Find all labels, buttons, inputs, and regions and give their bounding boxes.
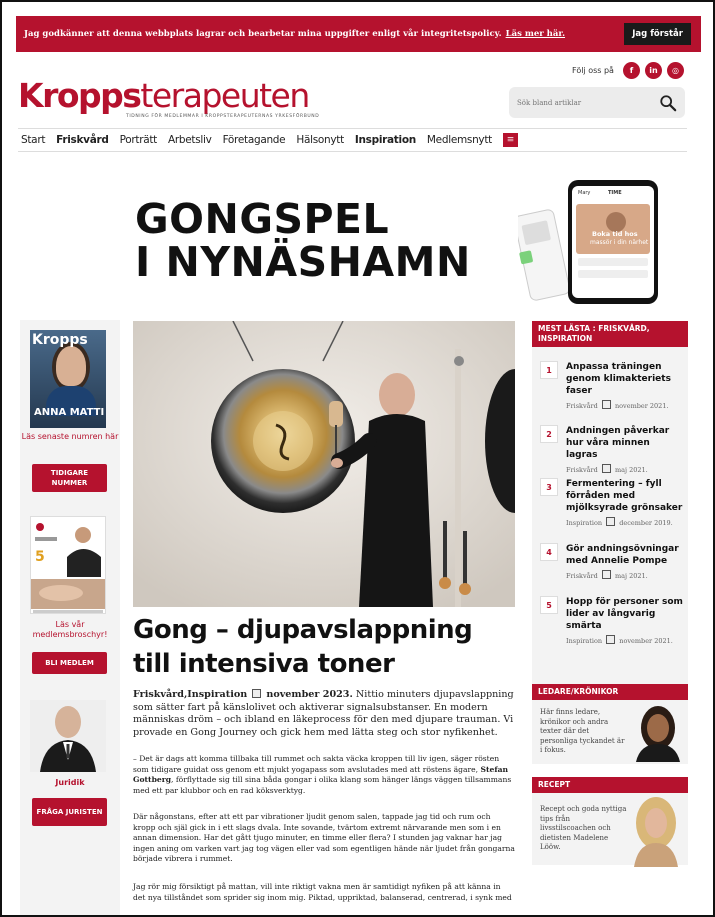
magazine-cover-name: ANNA MATTI [34, 407, 105, 418]
most-read-meta [566, 635, 684, 645]
svg-text:5: 5 [35, 549, 45, 565]
search-input[interactable] [517, 99, 647, 107]
article-paragraph-3: Jag rör mig försiktigt på mattan, vill inte riktigt vakna men är samtidigt nyfiken på att känna in det nya tillståndet som sprider sig inom mig. Piktad, uppriktad, balanserad, centrerad, i synk med [133, 882, 512, 902]
social-follow [572, 62, 684, 79]
most-read-title[interactable]: Anpassa träningen genom klimakteriets faser [566, 362, 671, 396]
jurist-caption: Juridik [55, 778, 85, 787]
calendar-icon [606, 517, 615, 526]
follow-label: Följ oss på [572, 66, 614, 75]
member-brochure-image[interactable] [30, 516, 106, 614]
become-member-button[interactable]: BLI MEDLEM [32, 652, 107, 674]
most-read-meta [566, 400, 684, 410]
ledare-body [532, 700, 688, 764]
linkedin-icon[interactable]: in [645, 62, 662, 79]
recept-heading: RECEPT [532, 777, 688, 793]
article-hero-image [133, 321, 515, 607]
rank-badge: 4 [540, 543, 558, 561]
magazine-cover-title: Kropps [32, 332, 88, 348]
magazine-cover[interactable] [30, 330, 106, 428]
recept-body [532, 793, 688, 865]
facebook-icon[interactable]: f [623, 62, 640, 79]
recept-text: Recept och goda nyttiga tips från livsstilscoachen och dietisten Madelene Lööw. [540, 805, 627, 851]
most-read-meta [566, 464, 684, 474]
most-read-list [532, 347, 688, 687]
most-read-item[interactable] [540, 478, 684, 527]
most-read-title[interactable]: Hopp för personer som lider av långvarig smärta [566, 597, 683, 631]
recept-portrait [628, 795, 684, 867]
rank-badge: 2 [540, 425, 558, 443]
jurist-illustration [30, 700, 106, 772]
calendar-icon [606, 635, 615, 644]
ad-card-text-1: Boka tid hos [592, 230, 638, 238]
calendar-icon [602, 400, 611, 409]
nav-halsonytt[interactable]: Hälsonytt [296, 134, 344, 146]
article-paragraph-1 [133, 754, 515, 796]
article-lead [133, 689, 523, 739]
nav-start[interactable]: Start [21, 134, 46, 146]
calendar-icon [602, 464, 611, 473]
search-box [509, 87, 685, 118]
jurist-photo[interactable] [30, 700, 106, 772]
most-read-item[interactable] [540, 361, 684, 410]
ad-card-text-2: massör i din närhet [590, 239, 649, 246]
brochure-illustration [31, 517, 106, 614]
nav-medlemsnytt[interactable]: Medlemsnytt [426, 134, 492, 146]
latest-issue-caption[interactable]: Läs senaste numren här [21, 432, 119, 441]
cookie-accept-button[interactable]: Jag förstår [624, 23, 691, 45]
nav-inspiration[interactable]: Inspiration [354, 134, 416, 146]
most-read-item[interactable] [540, 596, 684, 645]
ledare-box[interactable] [532, 684, 688, 764]
gong-photo-illustration [133, 321, 515, 607]
nav-foretagande[interactable]: Företagande [222, 134, 286, 146]
site-logo[interactable] [18, 76, 320, 120]
main-nav [18, 128, 687, 152]
most-read-meta [566, 517, 684, 527]
article-paragraph-2: Där någonstans, efter att ett par vibrationer ljudit genom salen, tappade jag tid och rum och kropp och själ gick in i ett slags dvala. Inte sovande, tvärtom extremt närvarande men som i en annan dimension. Har det gått tjugo minuter, en timme eller flera? I stunden jag vaknar har jag ingen aning om varken vart jag tog vägen eller vad som egentligen hände när ljudet från gongarna började vibrera i rummet. [133, 812, 515, 863]
rank-badge: 1 [540, 361, 558, 379]
rank-badge: 3 [540, 478, 558, 496]
person-name: Stefan Gottberg [133, 764, 509, 784]
recept-box[interactable] [532, 777, 688, 865]
cookie-banner [16, 16, 701, 52]
item-date: maj 2021. [614, 466, 648, 474]
nav-portratt[interactable]: Porträtt [119, 134, 157, 146]
most-read-panel [532, 321, 688, 687]
hero-title [135, 195, 471, 286]
paragraph-1-start: – Det är dags att komma tillbaka till rummet och sakta väcka kroppen till liv igen, säger rösten som tidigare guidat oss genom ett mjukt yogapass som avslutades med att röstens ägare, [133, 754, 500, 774]
most-read-heading: MEST LÄSTA : FRISKVÅRD, INSPIRATION [532, 321, 688, 347]
item-date: november 2021. [619, 637, 673, 645]
article-categories[interactable]: Friskvård,Inspiration [133, 689, 248, 700]
logo-part-2: terapeuten [140, 76, 309, 115]
logo-tagline: TIDNING FÖR MEDLEMMAR I KROPPSTERAPEUTERNAS YRKESFÖRBUND [126, 114, 320, 119]
calendar-icon [602, 570, 611, 579]
item-date: november 2021. [614, 402, 669, 410]
ask-jurist-button[interactable]: FRÅGA JURISTEN [32, 798, 107, 826]
cookie-read-more-link[interactable]: Läs mer här. [505, 29, 566, 39]
ad-user-name: Mary [578, 190, 591, 196]
rank-badge: 5 [540, 596, 558, 614]
hero-title-line-2: I NYNÄSHAMN [135, 238, 471, 286]
item-category: Friskvård [566, 466, 598, 474]
ledare-text: Här finns ledare, krönikor och andra texter där det personliga tyckandet är i fokus. [540, 708, 625, 754]
item-category: Friskvård [566, 572, 598, 580]
ledare-heading: LEDARE/KRÖNIKOR [532, 684, 688, 700]
search-icon[interactable] [659, 94, 677, 112]
item-category: Friskvård [566, 402, 598, 410]
most-read-item[interactable] [540, 543, 684, 580]
item-date: december 2019. [619, 519, 673, 527]
item-date: maj 2021. [614, 572, 648, 580]
item-category: Inspiration [566, 519, 603, 527]
ad-brand: TIME [608, 190, 622, 196]
hero-title-line-1: GONGSPEL [135, 195, 390, 243]
most-read-title[interactable]: Fermentering – fyll förråden med mjölksyrade grönsaker [566, 479, 683, 513]
logo-part-1: Kropps [18, 76, 141, 115]
article-title: Gong – djupavslappning till intensiva toner [133, 615, 473, 679]
most-read-meta [566, 570, 684, 580]
item-category: Inspiration [566, 637, 603, 645]
previous-issues-button[interactable]: TIDIGARE NUMMER [32, 464, 107, 492]
article-date: november 2023. [266, 689, 353, 700]
brochure-caption[interactable]: Läs vår medlemsbroschyr! [32, 620, 108, 639]
instagram-icon[interactable]: ◎ [667, 62, 684, 79]
most-read-title[interactable]: Gör andningsövningar med Annelie Pompe [566, 544, 679, 566]
nav-arbetsliv[interactable]: Arbetsliv [168, 134, 212, 146]
left-sidebar [20, 320, 120, 917]
cookie-text: Jag godkänner att denna webbplats lagrar och bearbetar mina uppgifter enligt vår integritetspolicy. [24, 29, 502, 39]
most-read-item[interactable] [540, 425, 684, 474]
menu-icon[interactable]: ≡ [503, 133, 518, 147]
cover-photo-face [56, 346, 86, 386]
nav-friskvard[interactable]: Friskvård [56, 134, 109, 146]
ledare-portrait [628, 702, 684, 762]
calendar-icon [252, 689, 261, 698]
paragraph-1-end: , förflyttade sig till sina båda gongar i olika klang som hänger längs väggen tillsammans med ett par klubbor och en rad köksverktyg. [133, 775, 512, 795]
article-lead-text: Nittio minuters djupavslappning som sätter fart på känslolivet och aktiverar signalsubstanser. En modern människas dröm – och ibland en läkeprocess för den med djupare trauman. Vi provade en Gong Journey och gick hem med lätta steg och stor nyfikenhet. [133, 689, 514, 738]
most-read-title[interactable]: Andningen påverkar hur våra minnen lagras [566, 426, 670, 460]
